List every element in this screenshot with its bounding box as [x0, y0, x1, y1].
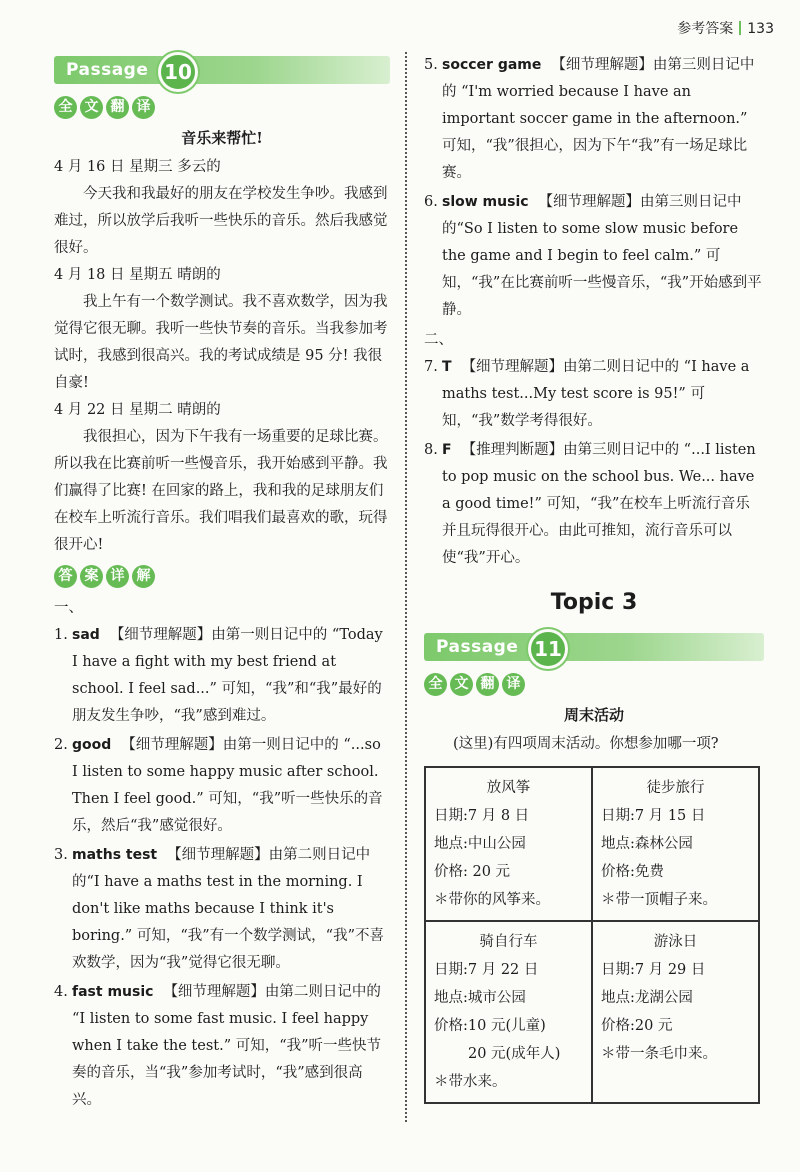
answer-key: T: [442, 359, 452, 375]
answer-explanation: 【推理判断题】由第三则日记中的 “...I listen to pop music on the school bus. We... have a good time!” 可知，“我”在校车上听流行音乐并且玩得很开心。由此可推知，流行音乐可以使“我”开心。: [442, 442, 756, 566]
translation-badge: [424, 673, 764, 696]
activity-line: 日期:7 月 15 日: [601, 808, 706, 824]
answer-item: [424, 52, 764, 187]
passage-11-banner: [424, 629, 764, 663]
activity-line: ＊带水来。: [434, 1074, 507, 1090]
passage-label: Passage: [436, 637, 519, 657]
badge-char: 文: [450, 673, 473, 696]
table-row: [425, 921, 759, 1103]
answer-number: 8.: [424, 442, 438, 458]
activity-name: 徒步旅行: [646, 780, 705, 796]
activity-line: 地点:龙湖公园: [601, 990, 693, 1006]
passage-label: Passage: [66, 60, 149, 80]
section-two-mark: 二、: [424, 332, 453, 348]
activity-line: 地点:中山公园: [434, 836, 526, 852]
section-one-mark: 一、: [54, 600, 83, 616]
activity-line: 20 元(成年人): [468, 1046, 561, 1062]
badge-char: 全: [424, 673, 447, 696]
answer-item: [424, 189, 764, 324]
answer-number: 5.: [424, 57, 438, 73]
activity-line: 日期:7 月 22 日: [434, 962, 539, 978]
badge-char: 译: [502, 673, 525, 696]
left-column: [54, 52, 390, 1116]
activity-line: ＊带一条毛巾来。: [601, 1046, 717, 1062]
answer-explanation: 【细节理解题】由第二则日记中的 “I have a maths test...My test score is 95!” 可知，“我”数学考得很好。: [442, 359, 750, 429]
page-header: [677, 18, 774, 38]
translation-intro: (这里)有四项周末活动。你想参加哪一项?: [453, 736, 719, 752]
table-row: [425, 767, 759, 921]
column-divider: [405, 52, 407, 1122]
answer-key: fast music: [72, 984, 154, 1000]
badge-char: 译: [132, 96, 155, 119]
activity-cell: [592, 921, 759, 1103]
answer-key: F: [442, 442, 452, 458]
activity-name: 放风筝: [486, 780, 531, 796]
badge-char: 文: [80, 96, 103, 119]
answer-number: 2.: [54, 737, 68, 753]
activity-cell: [425, 767, 592, 921]
activity-cell: [425, 921, 592, 1103]
answer-number: 4.: [54, 984, 68, 1000]
activity-line: 价格:10 元(儿童): [434, 1018, 546, 1034]
topic-heading: Topic 3: [550, 590, 638, 615]
badge-char: 全: [54, 96, 77, 119]
badge-char: 翻: [476, 673, 499, 696]
answer-explanation: 【细节理解题】由第一则日记中的 “Today I have a fight with my best friend at school. I feel sad...” 可知，“我”和“我”最好的朋友发生争吵，“我”感到难过。: [72, 627, 383, 724]
badge-char: 解: [132, 565, 155, 588]
answer-key: sad: [72, 627, 100, 643]
answer-explanation: 【细节理解题】由第三则日记中的 “I'm worried because I have an important soccer game in the afternoon.” 可知，“我”很担心，因为下午“我”有一场足球比赛。: [442, 57, 755, 181]
activity-line: 日期:7 月 8 日: [434, 808, 530, 824]
answer-item: [54, 979, 390, 1114]
answer-item: [54, 842, 390, 977]
activity-line: ＊带一顶帽子来。: [601, 892, 717, 908]
translation-title: 周末活动: [563, 706, 624, 724]
answer-explanation: 【细节理解题】由第三则日记中的“So I listen to some slow music before the game and I begin to feel calm.” 可知，“我”在比赛前听一些慢音乐，“我”开始感到平静。: [442, 194, 762, 318]
activity-name: 骑自行车: [479, 934, 538, 950]
answer-item: [54, 622, 390, 730]
passage-10-banner: [54, 52, 390, 86]
activity-name: 游泳日: [653, 934, 698, 950]
answer-number: 3.: [54, 847, 68, 863]
answer-item: [424, 354, 764, 435]
translation-badge: [54, 96, 390, 119]
header-divider: [739, 21, 741, 35]
activity-line: 价格:免费: [601, 864, 664, 880]
passage-number-badge: 10: [158, 52, 198, 92]
activity-cell: [592, 767, 759, 921]
page-number: 133: [747, 21, 774, 37]
activity-line: 日期:7 月 29 日: [601, 962, 706, 978]
answers-badge: [54, 565, 390, 588]
answer-number: 1.: [54, 627, 68, 643]
diary-text: 今天我和我最好的朋友在学校发生争吵。我感到难过，所以放学后我听一些快乐的音乐。然后我感觉很好。: [54, 186, 388, 256]
activity-line: 价格:20 元: [601, 1018, 673, 1034]
badge-char: 翻: [106, 96, 129, 119]
answer-number: 7.: [424, 359, 438, 375]
badge-char: 答: [54, 565, 77, 588]
diary-text: 我很担心，因为下午我有一场重要的足球比赛。所以我在比赛前听一些慢音乐，我开始感到平静。我们赢得了比赛! 在回家的路上，我和我的足球朋友们在校车上听流行音乐。我们唱我们最喜欢的歌，玩得很开心!: [54, 429, 388, 553]
answer-number: 6.: [424, 194, 438, 210]
activities-table: [424, 766, 760, 1104]
diary-date: 4 月 16 日 星期三 多云的: [54, 159, 221, 175]
activity-line: ＊带你的风筝来。: [434, 892, 550, 908]
badge-char: 详: [106, 565, 129, 588]
answer-key: soccer game: [442, 57, 542, 73]
answer-key: maths test: [72, 847, 158, 863]
diary-date: 4 月 22 日 星期二 晴朗的: [54, 402, 221, 418]
answer-explanation: 【细节理解题】由第二则日记中的“I have a maths test in the morning. I don't like maths because I think it's boring.” 可知，“我”有一个数学测试，“我”不喜欢数学，因为“我”觉得它很无聊。: [72, 847, 384, 971]
activity-line: 地点:森林公园: [601, 836, 693, 852]
answer-explanation: 【细节理解题】由第一则日记中的 “...so I listen to some happy music after school. Then I feel good.” 可知，“我”听一些快乐的音乐，然后“我”感觉很好。: [72, 737, 383, 834]
answer-item: [54, 732, 390, 840]
badge-char: 案: [80, 565, 103, 588]
right-column: [424, 52, 764, 1104]
activity-line: 价格: 20 元: [434, 864, 511, 880]
answer-key: slow music: [442, 194, 529, 210]
passage-number-badge: 11: [528, 629, 568, 669]
section-title: 参考答案: [677, 21, 734, 37]
answer-key: good: [72, 737, 112, 753]
answer-item: [424, 437, 764, 572]
diary-text: 我上午有一个数学测试。我不喜欢数学，因为我觉得它很无聊。我听一些快节奏的音乐。当我参加考试时，我感到很高兴。我的考试成绩是 95 分! 我很自豪!: [54, 294, 388, 391]
activity-line: 地点:城市公园: [434, 990, 526, 1006]
diary-date: 4 月 18 日 星期五 晴朗的: [54, 267, 221, 283]
answer-explanation: 【细节理解题】由第二则日记中的 “I listen to some fast music. I feel happy when I take the test.” 可知，“我”听一些快节奏的音乐，当“我”参加考试时，“我”感到很高兴。: [72, 984, 382, 1108]
translation-title: 音乐来帮忙!: [181, 129, 263, 147]
